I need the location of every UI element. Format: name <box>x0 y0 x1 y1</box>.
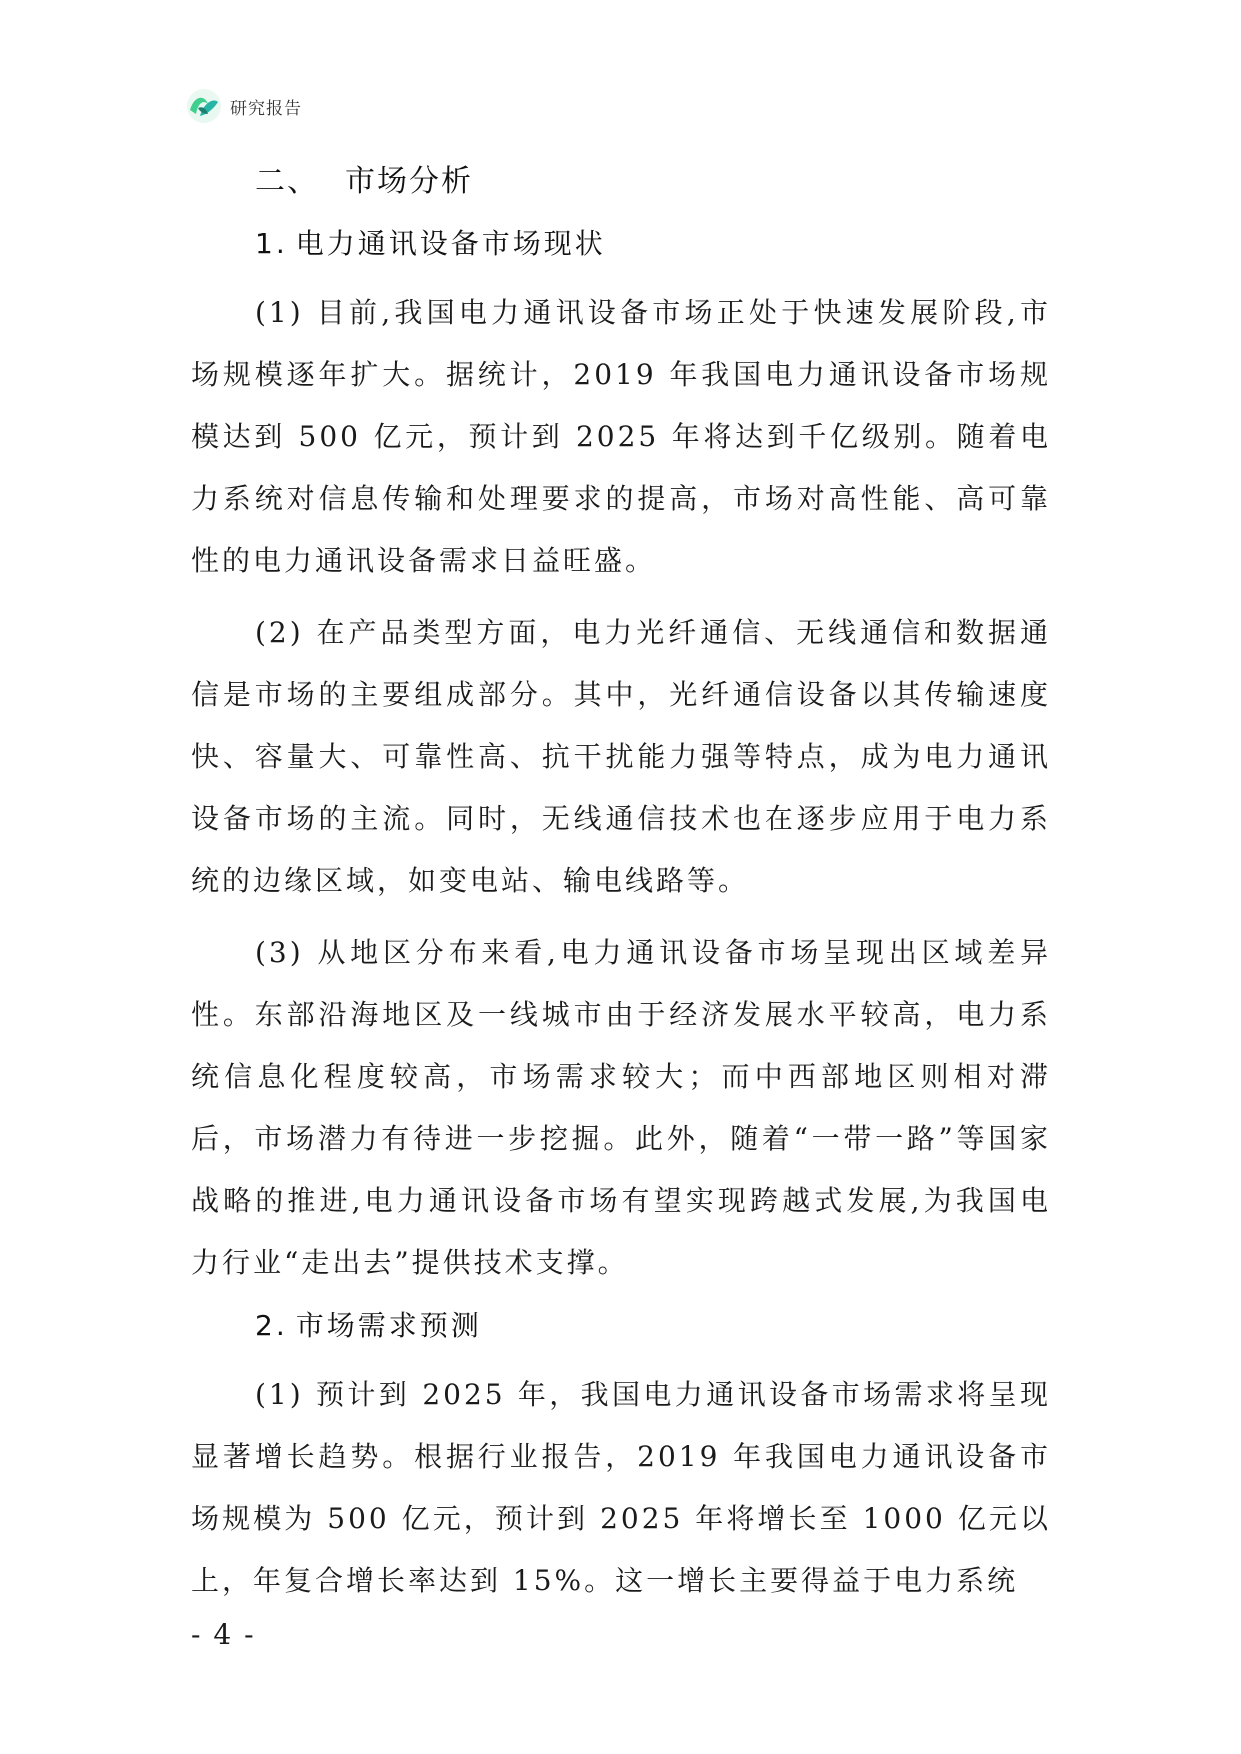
paragraph-1-1: (1) 目前,我国电力通讯设备市场正处于快速发展阶段,市场规模逐年扩大。据统计，2019 年我国电力通讯设备市场规模达到 500 亿元，预计到 2025 年将达到千亿级别。随着电力系统对信息传输和处理要求的提高，市场对高性能、高可靠性的电力通讯设备需求日益旺盛。 <box>191 296 1051 577</box>
leaf-logo-icon <box>186 88 222 124</box>
section-number: 二、 <box>255 164 319 199</box>
subsection-title-1: 电力通讯设备市场现状 <box>295 227 606 260</box>
paragraph-1-3: (3) 从地区分布来看,电力通讯设备市场呈现出区域差异性。东部沿海地区及一线城市由于经济发展水平较高，电力系统信息化程度较高，市场需求较大；而中西部地区则相对滞后，市场潜力有待进一步挖掘。此外，随着“一带一路”等国家战略的推进,电力通讯设备市场有望实现跨越式发展,为我国电力行业“走出去”提供技术支撑。 <box>191 936 1051 1279</box>
report-label: 研究报告 <box>230 98 302 119</box>
subsection-number-2: 2. <box>255 1309 288 1342</box>
page-number: - 4 - <box>191 1618 256 1651</box>
paragraph-2-1: (1) 预计到 2025 年，我国电力通讯设备市场需求将呈现显著增长趋势。根据行业报告，2019 年我国电力通讯设备市场规模为 500 亿元，预计到 2025 年将增长至 1000 亿元以上，年复合增长率达到 15%。这一增长主要得益于电力系统 <box>191 1378 1051 1597</box>
subsection-heading-1 <box>191 222 1051 266</box>
section-title: 市场分析 <box>345 164 473 199</box>
page-header <box>186 88 302 124</box>
subsection-title-2: 市场需求预测 <box>295 1309 482 1342</box>
section-heading <box>191 160 1051 204</box>
subsection-number-1: 1. <box>255 227 288 260</box>
subsection-heading-2 <box>191 1304 1051 1348</box>
document-body <box>191 160 1051 1622</box>
paragraph-1-2: (2) 在产品类型方面，电力光纤通信、无线通信和数据通信是市场的主要组成部分。其中，光纤通信设备以其传输速度快、容量大、可靠性高、抗干扰能力强等特点，成为电力通讯设备市场的主流。同时，无线通信技术也在逐步应用于电力系统的边缘区域，如变电站、输电线路等。 <box>191 616 1051 897</box>
